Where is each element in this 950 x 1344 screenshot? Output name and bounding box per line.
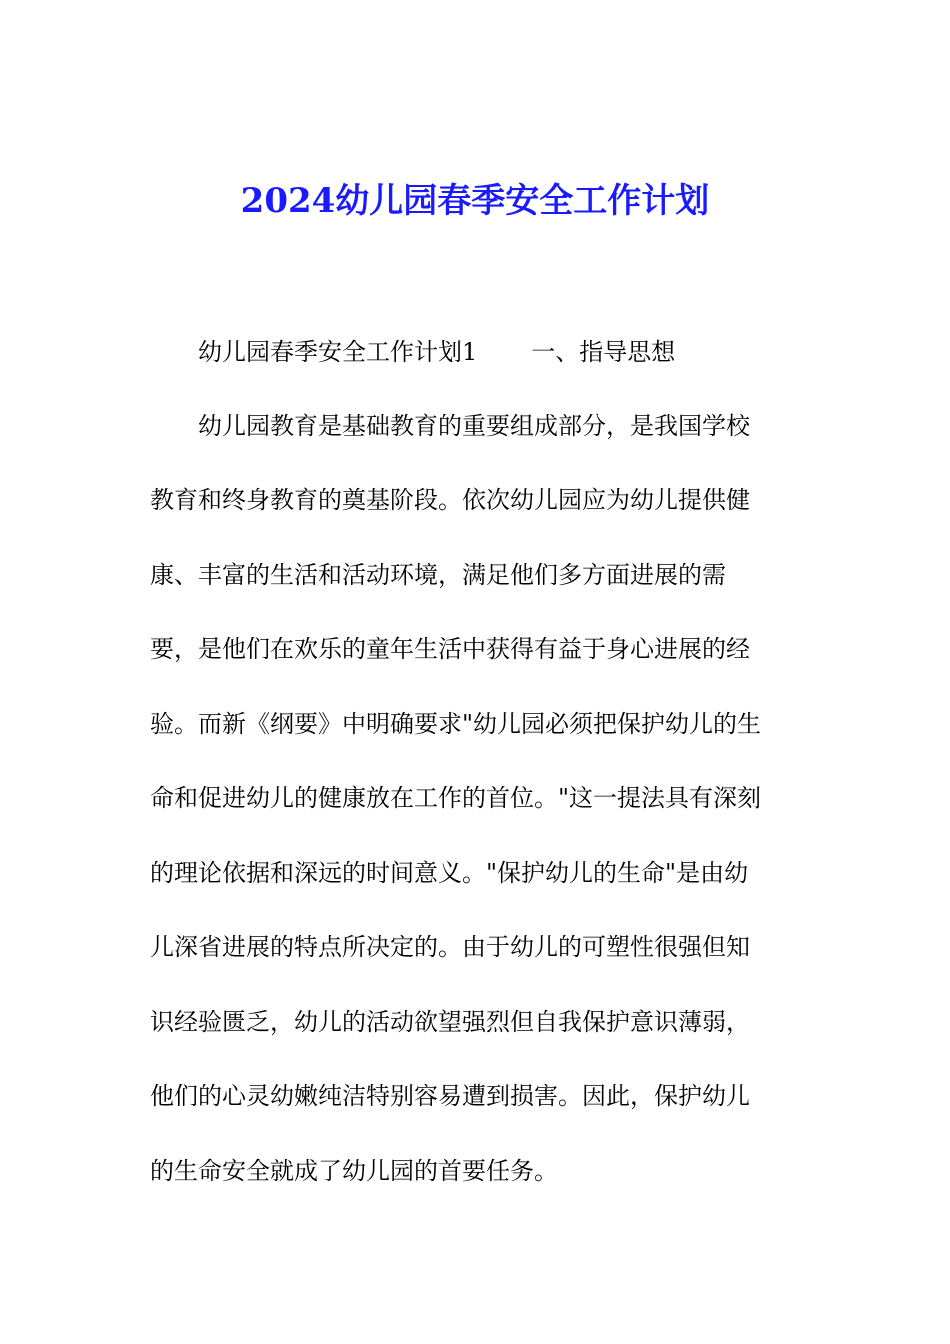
- paragraph-line: 教育和终身教育的奠基阶段。依次幼儿园应为幼儿提供健: [150, 486, 750, 514]
- plan-heading: 幼儿园春季安全工作计划1: [198, 338, 478, 366]
- heading-line: [198, 335, 858, 369]
- section-heading: 一、指导思想: [531, 338, 676, 366]
- paragraph-line: 的生命安全就成了幼儿园的首要任务。: [150, 1157, 558, 1185]
- document-title: 2024幼儿园春季安全工作计划: [240, 181, 710, 221]
- paragraph-line: 幼儿园教育是基础教育的重要组成部分，是我国学校: [198, 412, 750, 440]
- paragraph-line: 识经验匮乏，幼儿的活动欲望强烈但自我保护意识薄弱，: [150, 1008, 750, 1036]
- paragraph-line: 的理论依据和深远的时间意义。"保护幼儿的生命"是由幼: [150, 859, 749, 887]
- paragraph-line: 命和促进幼儿的健康放在工作的首位。"这一提法具有深刻: [150, 784, 762, 812]
- paragraph-line: 康、丰富的生活和活动环境，满足他们多方面进展的需: [150, 561, 726, 589]
- paragraph-line: 验。而新《纲要》中明确要求"幼儿园必须把保护幼儿的生: [150, 710, 762, 738]
- paragraph-line: 他们的心灵幼嫩纯洁特别容易遭到损害。因此，保护幼儿: [150, 1082, 750, 1110]
- paragraph-line: 儿深省进展的特点所决定的。由于幼儿的可塑性很强但知: [150, 933, 750, 961]
- paragraph-line: 要，是他们在欢乐的童年生活中获得有益于身心进展的经: [150, 635, 750, 663]
